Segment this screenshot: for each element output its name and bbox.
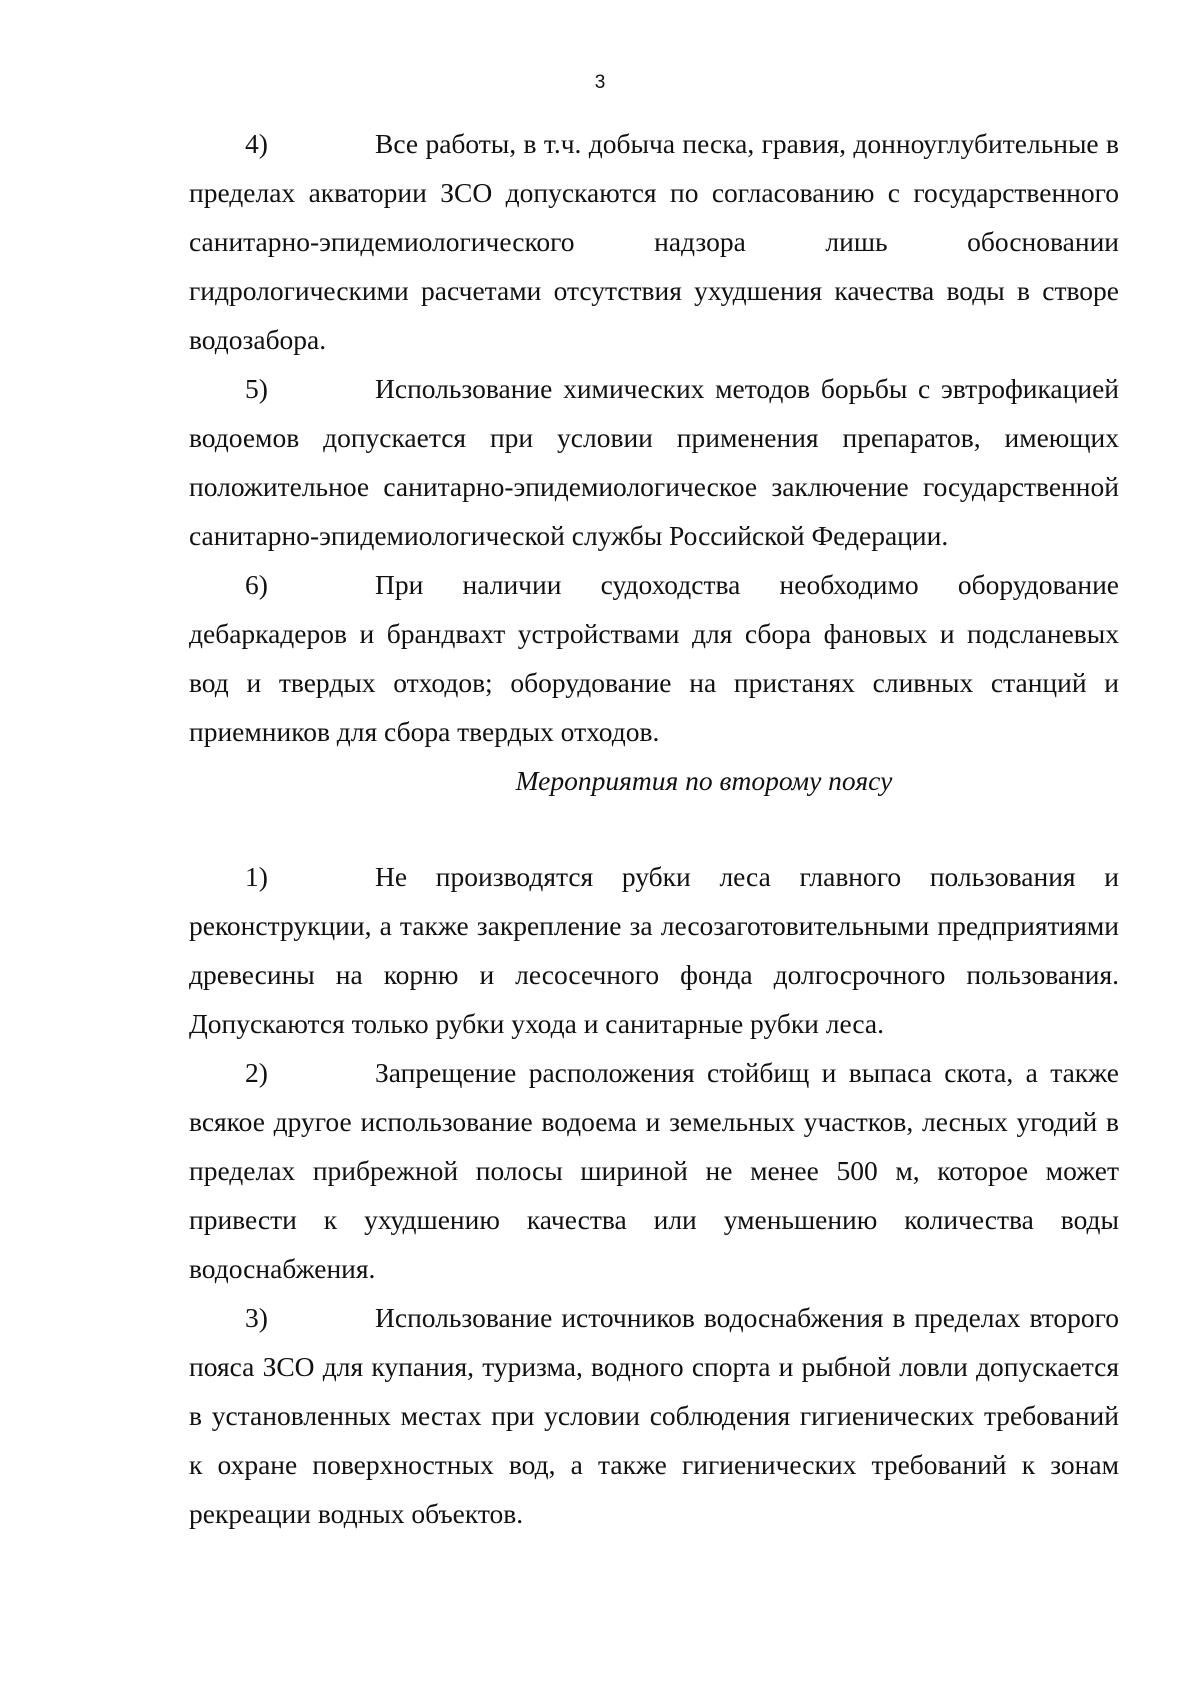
item-text: При наличии судоходства необходимо оборудование дебаркадеров и брандвахт устройствами для сбора фановых и подсланевых вод и твердых отходов; оборудование на пристанях сливных станций и приемников для сбора твердых отходов.	[189, 569, 1119, 747]
item-text: Все работы, в т.ч. добыча песка, гравия, донноуглубительные в пределах акватории ЗСО допускаются по согласованию с государственного санитарно-эпидемиологического надзора лишь обосновании гидрологическими расчетами отсутствия ухудшения качества воды в створе водозабора.	[189, 128, 1119, 355]
page-number: 3	[594, 72, 606, 93]
list-item	[189, 1048, 1119, 1293]
item-number: 4)	[245, 128, 268, 159]
item-text: Не производятся рубки леса главного пользования и реконструкции, а также закрепление за лесозаготовительными предприятиями древесины на корню и лесосечного фонда долгосрочного пользования. Допускаются только рубки ухода и санитарные рубки леса.	[189, 861, 1119, 1039]
item-text: Использование источников водоснабжения в пределах второго пояса ЗСО для купания, туризма, водного спорта и рыбной ловли допускается в установленных местах при условии соблюдения гигиенических требований к охране поверхностных вод, а также гигиенических требований к зонам рекреации водных объектов.	[189, 1302, 1119, 1529]
item-number: 5)	[245, 373, 268, 404]
item-number: 1)	[245, 861, 268, 892]
item-number: 6)	[245, 569, 268, 600]
list-item	[189, 364, 1119, 560]
item-text: Использование химических методов борьбы с эвтрофикацией водоемов допускается при условии применения препаратов, имеющих положительное санитарно-эпидемиологическое заключение государственной санитарно-эпидемиологической службы Российской Федерации.	[189, 373, 1119, 551]
section-heading: Мероприятия по второму поясу	[515, 765, 893, 796]
list-item	[189, 1293, 1119, 1538]
item-text: Запрещение расположения стойбищ и выпаса скота, а также всякое другое использование водоема и земельных участков, лесных угодий в пределах прибрежной полосы шириной не менее 500 м, которое может привести к ухудшению качества или уменьшению количества воды водоснабжения.	[189, 1057, 1119, 1284]
item-number: 3)	[245, 1302, 268, 1333]
list-item	[189, 852, 1119, 1048]
item-number: 2)	[245, 1057, 268, 1088]
document-body	[189, 119, 1119, 1538]
list-item	[189, 119, 1119, 364]
list-item	[189, 560, 1119, 756]
